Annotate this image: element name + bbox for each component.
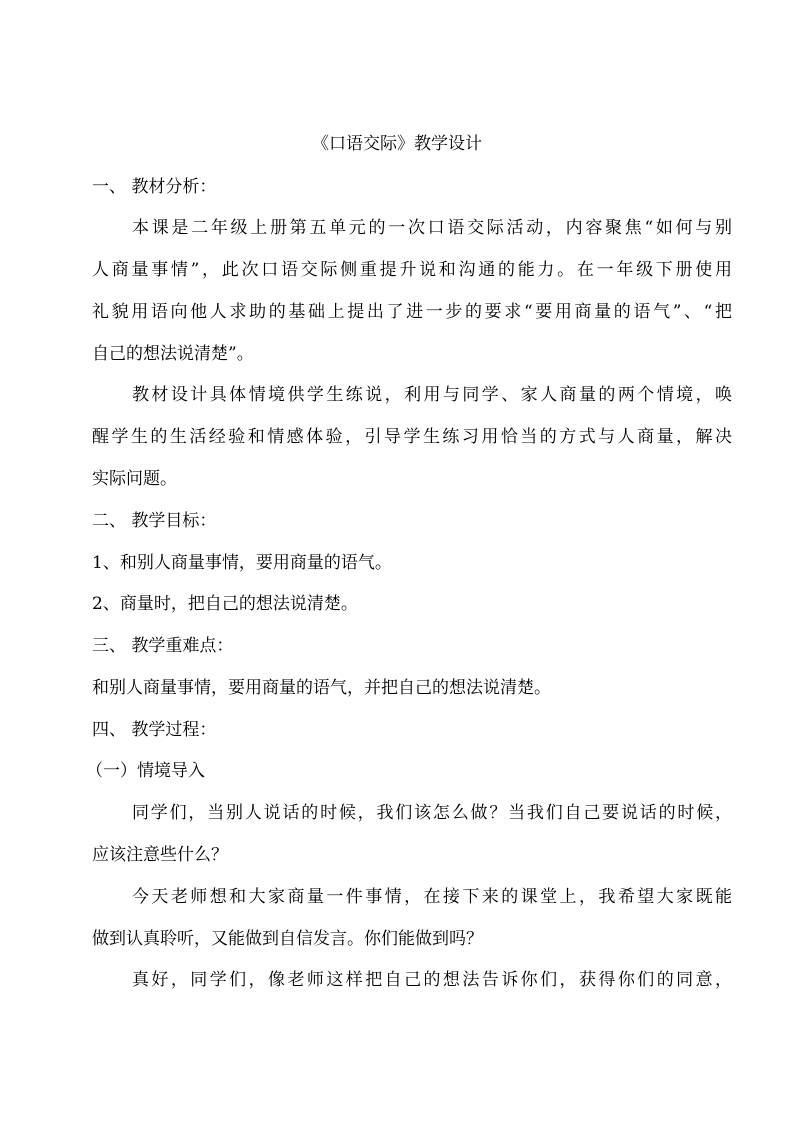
key-difficulty-text: 和别人商量事情，要用商量的语气，并把自己的想法说清楚。 xyxy=(92,678,551,698)
s1-p1-line-3: 礼貌用语向他人求助的基础上提出了进一步的要求“要用商量的语气”、“把 xyxy=(92,302,732,322)
s4-p1-line-1: 同学们，当别人说话的时候，我们该怎么做？当我们自己要说话的时候， xyxy=(132,803,732,823)
goal-1: 1、和别人商量事情，要用商量的语气。 xyxy=(92,553,392,573)
s1-p2-line-3: 实际问题。 xyxy=(92,469,177,489)
subsection-1-heading: （一）情境导入 xyxy=(86,761,205,781)
s4-p1-line-2: 应该注意些什么？ xyxy=(92,845,228,865)
s4-p3-line-1: 真好，同学们，像老师这样把自己的想法告诉你们，获得你们的同意， xyxy=(132,970,732,990)
s4-p2-line-2: 做到认真聆听，又能做到自信发言。你们能做到吗？ xyxy=(92,929,483,949)
s1-p1-line-1: 本课是二年级上册第五单元的一次口语交际活动，内容聚焦“如何与别 xyxy=(132,218,732,238)
section-3-heading: 三、 教学重难点： xyxy=(92,636,234,656)
section-4-heading: 四、 教学过程： xyxy=(92,720,217,740)
goal-2: 2、商量时，把自己的想法说清楚。 xyxy=(92,594,358,614)
s1-p1-line-2: 人商量事情”，此次口语交际侧重提升说和沟通的能力。在一年级下册使用 xyxy=(92,260,732,280)
s1-p2-line-1: 教材设计具体情境供学生练说，利用与同学、家人商量的两个情境，唤 xyxy=(132,385,732,405)
s1-p2-line-2: 醒学生的生活经验和情感体验，引导学生练习用恰当的方式与人商量，解决 xyxy=(92,427,732,447)
document-title: 《口语交际》教学设计 xyxy=(312,134,482,154)
s4-p2-line-1: 今天老师想和大家商量一件事情，在接下来的课堂上，我希望大家既能 xyxy=(132,887,732,907)
section-1-heading: 一、 教材分析： xyxy=(92,177,217,197)
s1-p1-line-4: 自己的想法说清楚”。 xyxy=(92,344,254,364)
section-2-heading: 二、 教学目标： xyxy=(92,511,217,531)
